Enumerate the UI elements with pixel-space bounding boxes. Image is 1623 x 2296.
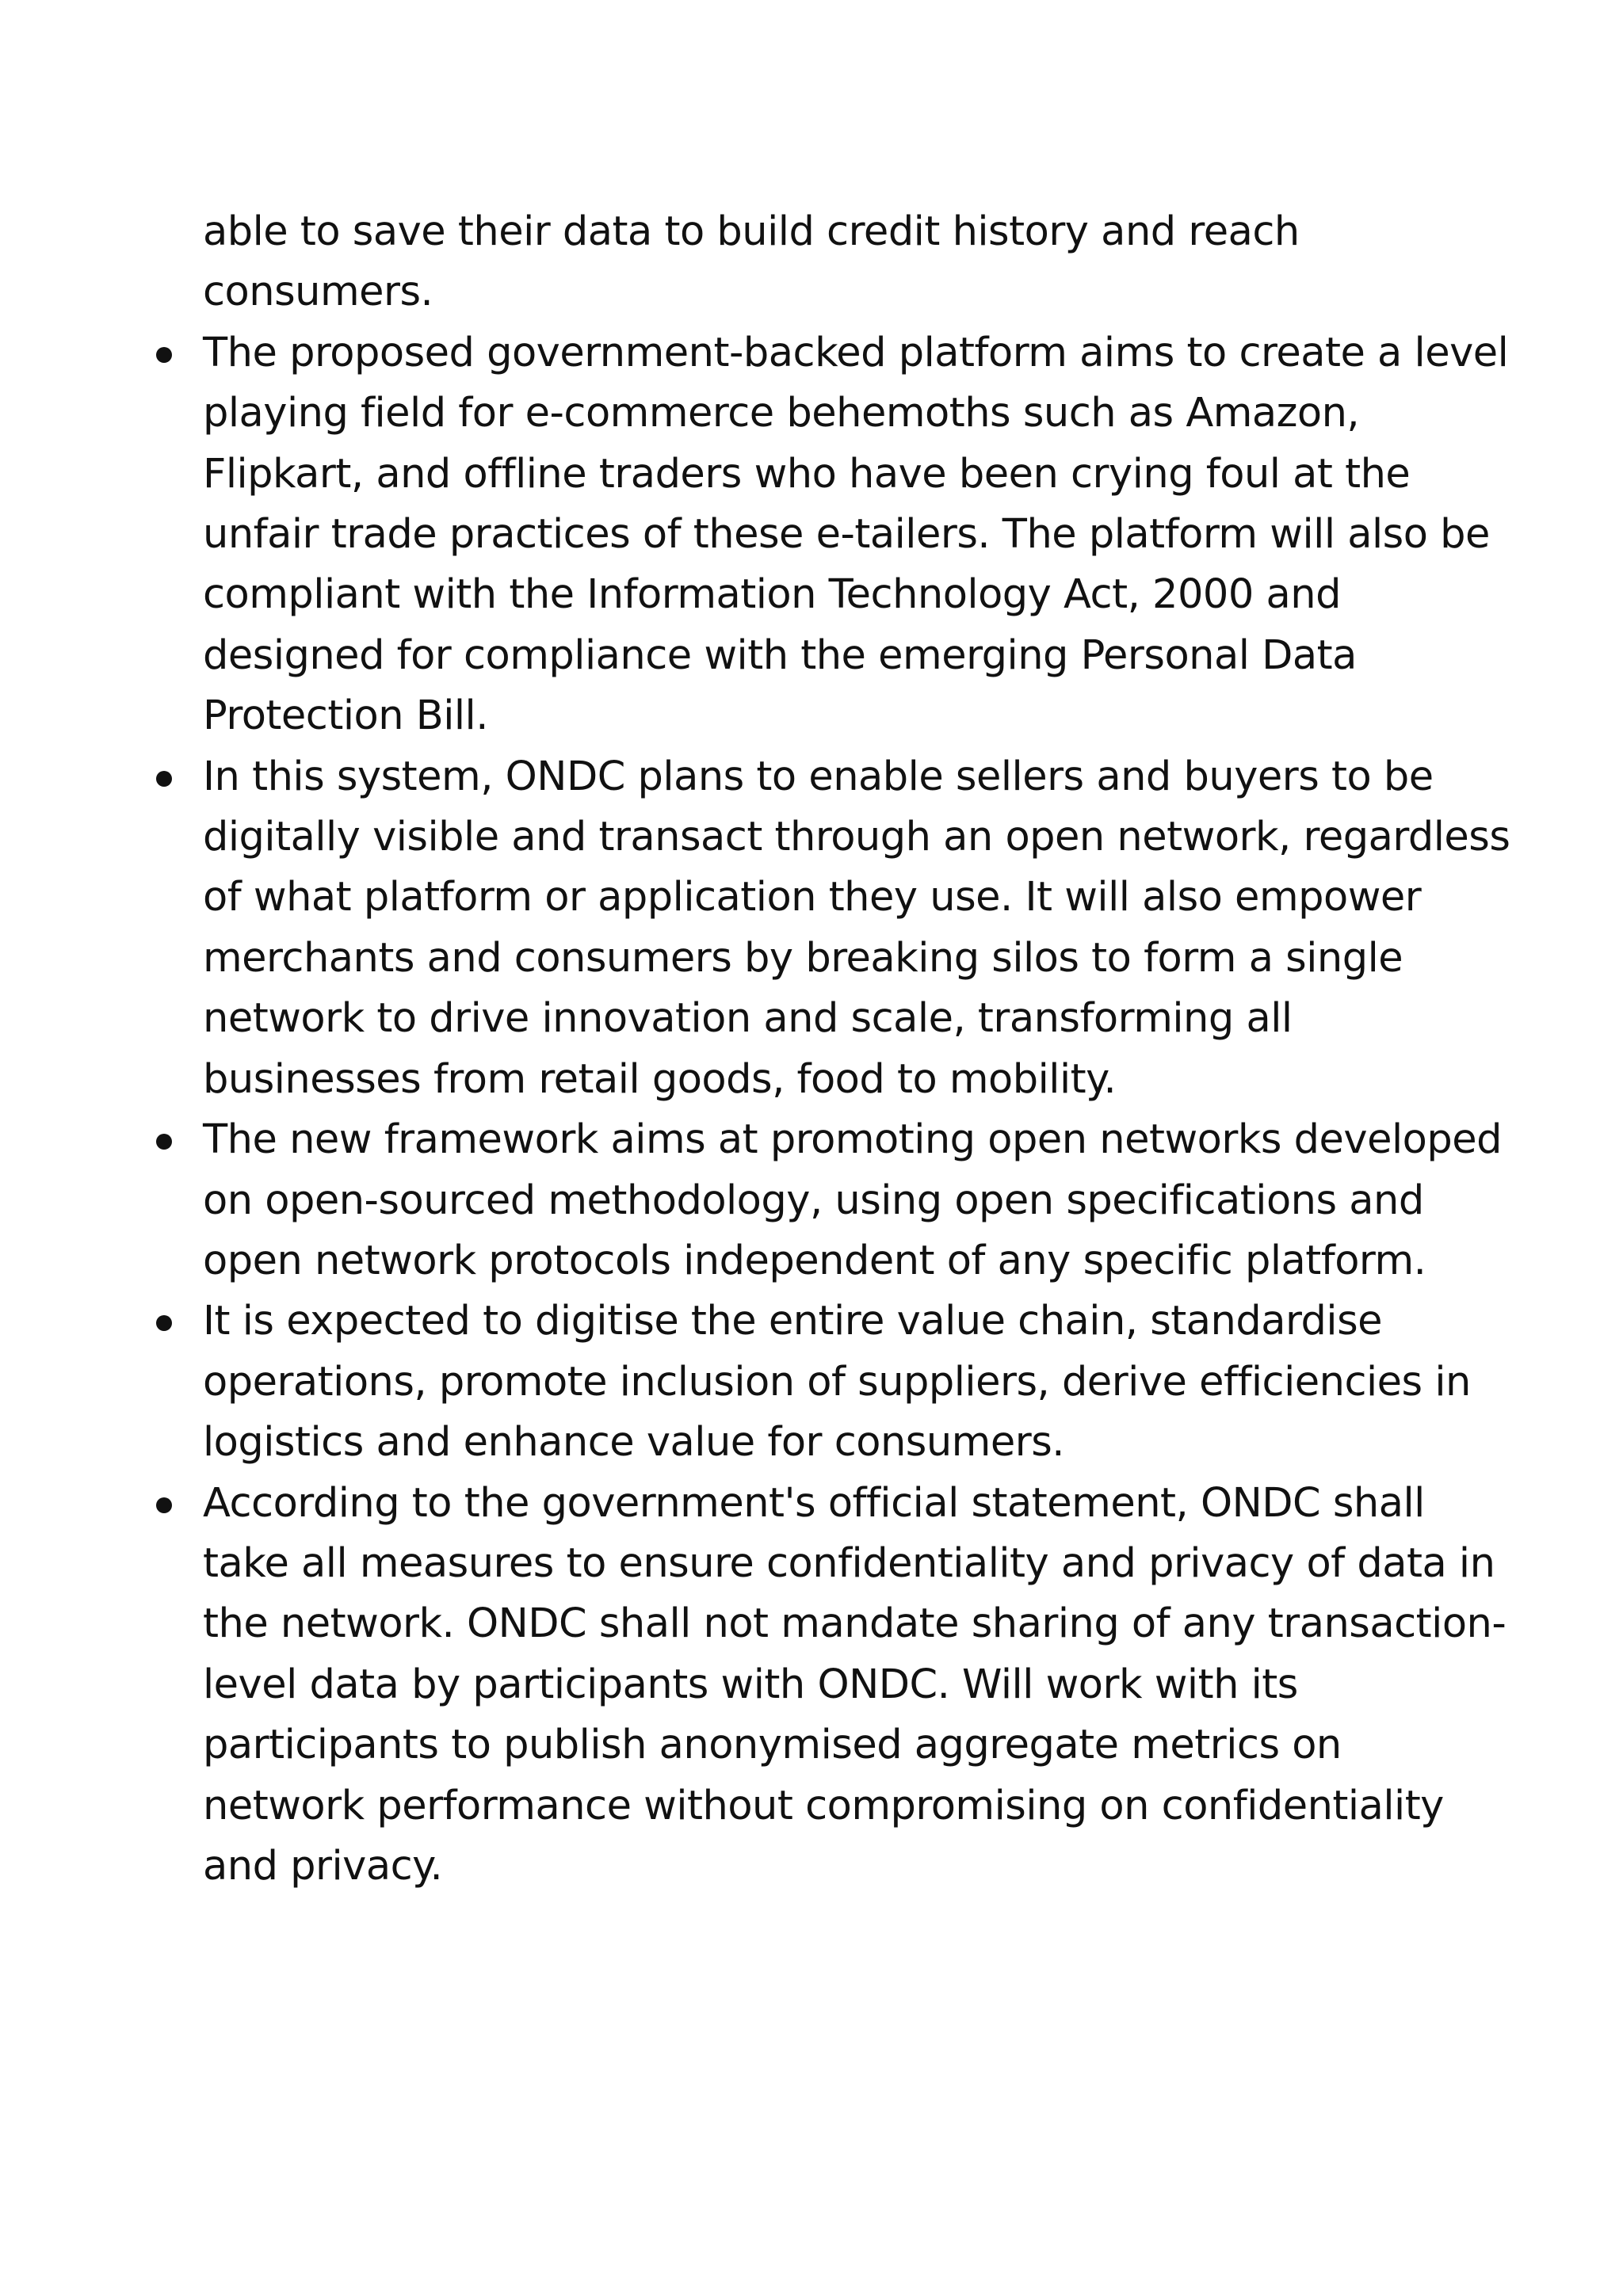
list-item [203, 747, 1510, 1110]
list-item [203, 1474, 1510, 1897]
bullet-icon [156, 1497, 172, 1513]
bullet-icon [156, 771, 172, 787]
bullet-text: The new framework aims at promoting open networks developed on open-sourced methodology, using open specifications and open network protocols independent of any specific platform. [203, 1116, 1502, 1284]
bullet-text: According to the government's official statement, ONDC shall take all measures to ensure confidentiality and privacy of data in the network. ONDC shall not mandate sharing of any transaction-level data by participants with ONDC. Will work with its participants to publish anonymised aggregate metrics on network performance without compromising on confidentiality and privacy. [203, 1479, 1507, 1890]
bullet-icon [156, 347, 172, 363]
bullet-text: In this system, ONDC plans to enable sellers and buyers to be digitally visible and transact through an open network, regardless of what platform or application they use. It will also empower merchants and consumers by breaking silos to form a single network to drive innovation and scale, transforming all businesses from retail goods, food to mobility. [203, 753, 1510, 1103]
bullet-list [203, 323, 1510, 1897]
list-item [203, 1291, 1510, 1473]
list-item [203, 323, 1510, 747]
bullet-text: The proposed government-backed platform aims to create a level playing field for e-commerce behemoths such as Amazon, Flipkart, and offline traders who have been crying foul at the unfair trade practices of these e-tailers. The platform will also be compliant with the Information Technology Act, 2000 and designed for compliance with the emerging Personal Data Protection Bill. [203, 329, 1509, 740]
bullet-icon [156, 1134, 172, 1150]
list-item [203, 1110, 1510, 1291]
document-body [203, 202, 1510, 1897]
bullet-icon [156, 1315, 172, 1331]
bullet-text: It is expected to digitise the entire value chain, standardise operations, promote inclusion of suppliers, derive efficiencies in logistics and enhance value for consumers. [203, 1298, 1471, 1466]
continuation-paragraph: able to save their data to build credit history and reach consumers. [203, 208, 1300, 316]
